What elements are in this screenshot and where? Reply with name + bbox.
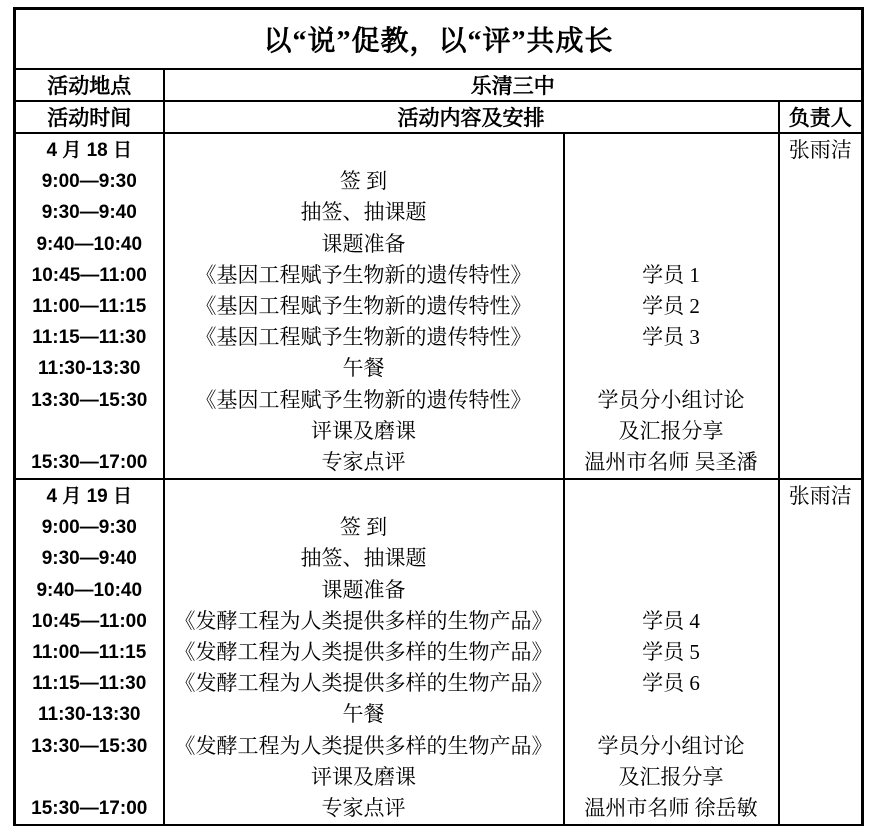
title-row bbox=[15, 9, 863, 70]
day-1-content-line-6: 《基因工程赋予生物新的遗传特性》 bbox=[195, 293, 532, 318]
day-1-participant-line-1 bbox=[565, 135, 778, 166]
day-1-content-line-2: 签 到 bbox=[339, 169, 388, 194]
day-2-time-line-4: 9:40—10:40 bbox=[36, 579, 143, 601]
day-2-participant-line-5: 学员 4 bbox=[642, 608, 700, 633]
day-1-content-line-4: 课题准备 bbox=[321, 231, 406, 256]
day-2-time-line-2: 9:00—9:30 bbox=[41, 517, 137, 539]
day-1-time-line-6: 11:00—11:15 bbox=[32, 295, 147, 317]
column-header-time: 活动时间 bbox=[15, 101, 164, 133]
day-1-time-column bbox=[15, 133, 164, 479]
day-1-participant-line-2 bbox=[565, 166, 778, 197]
column-header-row bbox=[15, 101, 863, 133]
day-1-content-column bbox=[164, 133, 564, 479]
day-1-content-line-5: 《基因工程赋予生物新的遗传特性》 bbox=[195, 262, 532, 287]
day-2-participant-line-10: 及汇报分享 bbox=[618, 764, 724, 789]
column-header-manager: 负责人 bbox=[779, 101, 863, 133]
day-2-content-line-11: 专家点评 bbox=[321, 795, 406, 820]
day-2-participant-column bbox=[564, 479, 779, 826]
day-1-participant-line-10: 及汇报分享 bbox=[618, 418, 724, 443]
schedule-table bbox=[13, 7, 864, 826]
day-2-time-line-6: 11:00—11:15 bbox=[32, 642, 147, 663]
day-2-time-line-8: 11:30-13:30 bbox=[38, 704, 141, 726]
day-1-participant-line-7: 学员 3 bbox=[642, 325, 700, 350]
day-2-content-line-3: 抽签、抽课题 bbox=[300, 546, 427, 571]
day-2-participant-line-6: 学员 5 bbox=[642, 640, 700, 664]
page-title: 以“说”促教，以“评”共成长 bbox=[15, 9, 863, 70]
day-1-time-line-11: 15:30—17:00 bbox=[31, 451, 148, 473]
day-1-content-line-3: 抽签、抽课题 bbox=[300, 200, 427, 225]
day-2-time-line-1: 4 月 19 日 bbox=[46, 486, 133, 508]
day-2-participant-line-3 bbox=[565, 543, 778, 574]
location-label: 活动地点 bbox=[15, 69, 164, 101]
day-2-time-line-9: 13:30—15:30 bbox=[31, 735, 148, 757]
day-1-participant-line-4 bbox=[565, 229, 778, 260]
day-1-participant-line-9: 学员分小组讨论 bbox=[597, 387, 745, 412]
day-1-time-line-9: 13:30—15:30 bbox=[31, 389, 148, 411]
day-2-content-line-1 bbox=[165, 481, 563, 512]
day-1-participant-line-11: 温州市名师 吴圣潘 bbox=[584, 449, 758, 474]
day-2-content-line-2: 签 到 bbox=[339, 515, 388, 540]
day-2-content-column bbox=[164, 479, 564, 826]
day-2-content-line-4: 课题准备 bbox=[321, 577, 406, 602]
day-2-time-line-10 bbox=[16, 762, 163, 793]
location-value: 乐清三中 bbox=[164, 69, 863, 101]
day-1-time-line-10 bbox=[16, 416, 163, 447]
day-1-content-line-8: 午餐 bbox=[342, 356, 385, 381]
day-2-participant-line-2 bbox=[565, 512, 778, 543]
day-1-content-line-1 bbox=[165, 135, 563, 166]
day-2-participant-line-9: 学员分小组讨论 bbox=[597, 733, 745, 758]
day-1-time-line-8: 11:30-13:30 bbox=[38, 358, 141, 380]
day-2-manager-name: 张雨洁 bbox=[788, 484, 852, 509]
day-1-time-line-2: 9:00—9:30 bbox=[41, 171, 137, 193]
day-1-manager-name: 张雨洁 bbox=[788, 138, 852, 162]
day-1-time-line-4: 9:40—10:40 bbox=[36, 233, 143, 255]
day-1-time-line-3: 9:30—9:40 bbox=[41, 202, 137, 224]
day-1-content-line-7: 《基因工程赋予生物新的遗传特性》 bbox=[195, 325, 532, 350]
location-row bbox=[15, 69, 863, 101]
day-2-participant-line-8 bbox=[565, 699, 778, 730]
day-2-time-column bbox=[15, 479, 164, 826]
day-2-time-line-7: 11:15—11:30 bbox=[32, 673, 147, 695]
day-2-time-line-3: 9:30—9:40 bbox=[41, 548, 137, 570]
day-2-content-line-8: 午餐 bbox=[342, 702, 385, 727]
day-1-participant-line-3 bbox=[565, 197, 778, 228]
day-1-time-line-5: 10:45—11:00 bbox=[31, 264, 147, 286]
day-1-time-line-1: 4 月 18 日 bbox=[46, 140, 133, 161]
day-2-content-line-6: 《发酵工程为人类提供多样的生物产品》 bbox=[174, 640, 553, 664]
day-2-content-line-9: 《发酵工程为人类提供多样的生物产品》 bbox=[174, 733, 553, 758]
day-row-1 bbox=[15, 133, 863, 479]
day-2-time-line-11: 15:30—17:00 bbox=[31, 797, 148, 819]
day-2-participant-line-7: 学员 6 bbox=[642, 671, 700, 696]
day-1-time-line-7: 11:15—11:30 bbox=[32, 327, 147, 349]
day-1-content-line-9: 《基因工程赋予生物新的遗传特性》 bbox=[195, 387, 532, 412]
day-2-content-line-5: 《发酵工程为人类提供多样的生物产品》 bbox=[174, 608, 553, 633]
day-1-content-line-11: 专家点评 bbox=[321, 449, 406, 474]
day-1-content-line-10: 评课及磨课 bbox=[311, 418, 416, 443]
day-2-manager-cell bbox=[779, 479, 863, 826]
day-2-time-line-5: 10:45—11:00 bbox=[31, 610, 147, 632]
day-2-participant-line-4 bbox=[565, 575, 778, 606]
day-1-participant-column bbox=[564, 133, 779, 479]
day-row-2 bbox=[15, 479, 863, 826]
day-1-participant-line-5: 学员 1 bbox=[642, 262, 700, 287]
day-2-participant-line-1 bbox=[565, 481, 778, 512]
day-1-participant-line-6: 学员 2 bbox=[642, 293, 700, 318]
column-header-content: 活动内容及安排 bbox=[164, 101, 779, 133]
day-2-participant-line-11: 温州市名师 徐岳敏 bbox=[584, 795, 758, 820]
day-2-content-line-10: 评课及磨课 bbox=[311, 764, 416, 789]
day-1-participant-line-8 bbox=[565, 353, 778, 384]
day-1-manager-cell bbox=[779, 133, 863, 479]
day-2-content-line-7: 《发酵工程为人类提供多样的生物产品》 bbox=[174, 671, 553, 696]
